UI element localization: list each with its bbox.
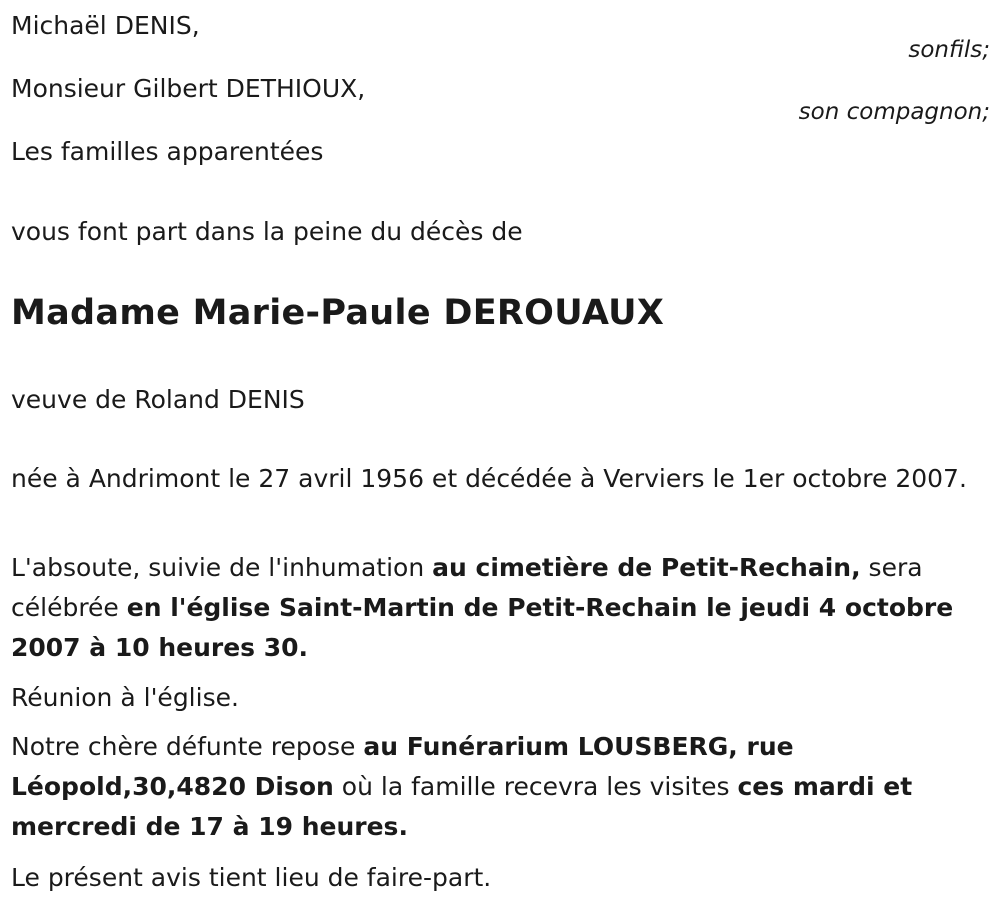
viewing-paragraph (11, 727, 971, 847)
widow-of-line: veuve de Roland DENIS (11, 385, 305, 414)
birth-death-paragraph: née à Andrimont le 27 avril 1956 et décédée à Verviers le 1er octobre 2007. (11, 464, 967, 493)
ceremony-text-2: sera célébrée (11, 553, 923, 622)
companion-name: Monsieur Gilbert DETHIOUX, (11, 74, 366, 103)
viewing-funeral-home: au Funérarium LOUSBERG, rue Léopold,30,4820 Dison (11, 732, 794, 801)
companion-role: son compagnon; (798, 99, 990, 125)
deceased-name: Madame Marie-Paule DEROUAUX (11, 293, 665, 333)
relatives-line: Les familles apparentées (11, 137, 324, 166)
meeting-line: Réunion à l'église. (11, 683, 239, 712)
ceremony-paragraph (11, 548, 971, 668)
son-role: sonfils; (908, 37, 990, 63)
viewing-text-1: Notre chère défunte repose (11, 732, 364, 761)
ceremony-cemetery: au cimetière de Petit-Rechain, (432, 553, 861, 582)
intro-line: vous font part dans la peine du décès de (11, 217, 523, 246)
ceremony-text-1: L'absoute, suivie de l'inhumation (11, 553, 433, 582)
viewing-hours: ces mardi et mercredi de 17 à 19 heures. (11, 772, 913, 841)
closing-line: Le présent avis tient lieu de faire-part. (11, 863, 492, 892)
viewing-text-2: où la famille recevra les visites (333, 772, 738, 801)
son-name: Michaël DENIS, (11, 11, 200, 40)
ceremony-church-time: en l'église Saint-Martin de Petit-Rechain le jeudi 4 octobre 2007 à 10 heures 30. (11, 593, 954, 662)
